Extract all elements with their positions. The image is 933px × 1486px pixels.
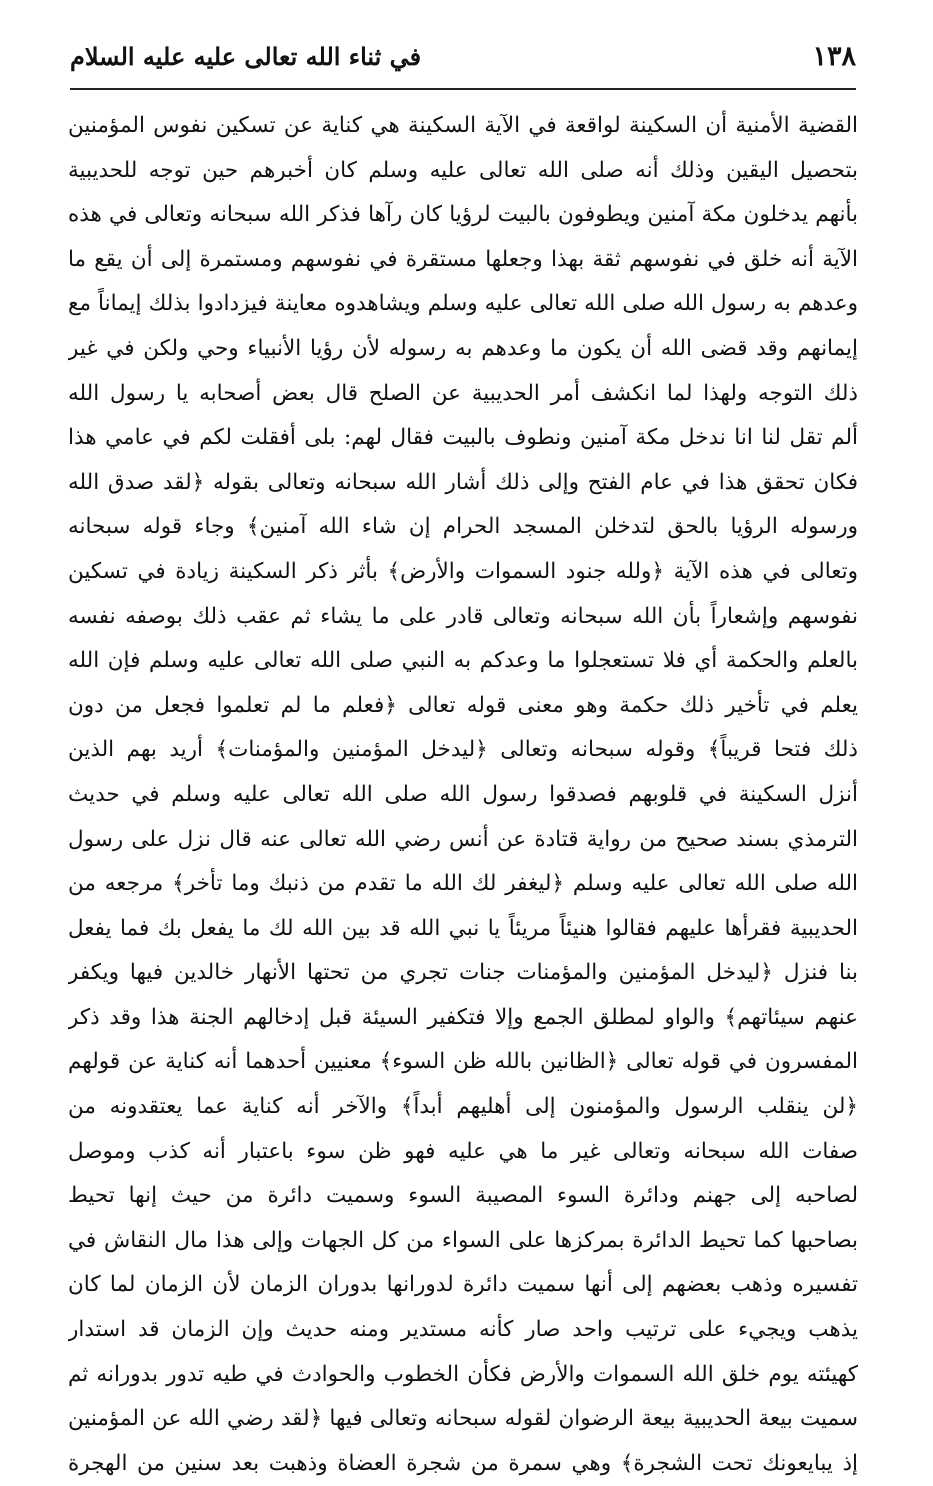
text-line: القضية الأمنية أن السكينة لواقعة في الآية السكينة هي كناية عن تسكين نفوس المؤمنين bbox=[68, 113, 858, 138]
text-line: ألم تقل لنا انا ندخل مكة آمنين ونطوف بالبيت فقال لهم: بلى أفقلت لكم في عامي هذا bbox=[68, 425, 858, 451]
text-line: فكان تحقق هذا في عام الفتح وإلى ذلك أشار الله سبحانه وتعالى بقوله ﴿لقد صدق الله bbox=[68, 469, 858, 495]
text-line: وعدهم به رسول الله صلى الله تعالى عليه وسلم ويشاهدوه معاينة فيزدادوا بذلك إيماناً مع bbox=[68, 291, 858, 317]
text-line: بتحصيل اليقين وذلك أنه صلى الله تعالى عليه وسلم كان أخبرهم حين توجه للحديبية bbox=[68, 157, 858, 183]
text-line: إذ يبايعونك تحت الشجرة﴾ وهي سمرة من شجرة العضاة وذهبت بعد سنين من الهجرة bbox=[68, 1450, 858, 1476]
text-line: المفسرون في قوله تعالى ﴿الظانين بالله ظن السوء﴾ معنيين أحدهما أنه كناية عن قولهم bbox=[68, 1049, 858, 1075]
text-line: ذلك التوجه ولهذا لما انكشف أمر الحديبية عن الصلح قال بعض أصحابه يا رسول الله bbox=[68, 380, 858, 406]
text-line: يعلم في تأخير ذلك حكمة وهو معنى قوله تعالى ﴿فعلم ما لم تعلموا فجعل من دون bbox=[68, 692, 858, 718]
page-number: ١٣٨ bbox=[812, 41, 856, 72]
text-line: لصاحبه إلى جهنم ودائرة السوء المصيبة السوء وسميت دائرة من حيث إنها تحيط bbox=[68, 1183, 858, 1209]
text-line: نفوسهم وإشعاراً بأن الله سبحانه وتعالى قادر على ما يشاء ثم عقب ذلك بوصفه نفسه bbox=[68, 603, 858, 629]
text-line: بصاحبها كما تحيط الدائرة بمركزها على السواء من كل الجهات وإلى هذا مال النقاش في bbox=[68, 1227, 858, 1253]
text-line: عنهم سيئاتهم﴾ والواو لمطلق الجمع وإلا فتكفير السيئة قبل إدخالهم الجنة هذا وقد ذكر bbox=[68, 1004, 858, 1030]
text-line: أنزل السكينة في قلوبهم فصدقوا رسول الله صلى الله تعالى عليه وسلم في حديث bbox=[68, 781, 858, 807]
text-line: ذلك فتحا قريباً﴾ وقوله سبحانه وتعالى ﴿ليدخل المؤمنين والمؤمنات﴾ أريد بهم الذين bbox=[68, 737, 858, 763]
text-line: الحديبية فقرأها عليهم فقالوا هنيئاً مريئاً يا نبي الله قد بين الله لك ما يفعل بك فما يفعل bbox=[68, 915, 858, 941]
text-line: سميت بيعة الحديبية بيعة الرضوان لقوله سبحانه وتعالى فيها ﴿لقد رضي الله عن المؤمنين bbox=[68, 1406, 858, 1432]
text-line: ورسوله الرؤيا بالحق لتدخلن المسجد الحرام إن شاء الله آمنين﴾ وجاء قوله سبحانه bbox=[68, 514, 858, 540]
text-line: صفات الله سبحانه وتعالى غير ما هي عليه فهو ظن سوء باعتبار أنه كذب وموصل bbox=[68, 1138, 858, 1164]
text-line: الله صلى الله تعالى عليه وسلم ﴿ليغفر لك الله ما تقدم من ذنبك وما تأخر﴾ مرجعه من bbox=[68, 871, 858, 897]
page-header bbox=[70, 36, 856, 86]
text-line: إيمانهم وقد قضى الله أن يكون ما وعدهم به رسوله لأن رؤيا الأنبياء وحي ولكن في غير bbox=[68, 335, 858, 361]
header-divider bbox=[70, 88, 856, 90]
text-line: تفسيره وذهب بعضهم إلى أنها سميت دائرة لدورانها بدوران الزمان لأن الزمان لما كان bbox=[68, 1272, 858, 1298]
text-line: كهيئته يوم خلق الله السموات والأرض فكأن الخطوب والحوادث في طيه تدور بدورانه ثم bbox=[68, 1361, 858, 1387]
text-line: بنا فنزل ﴿ليدخل المؤمنين والمؤمنات جنات تجري من تحتها الأنهار خالدين فيها ويكفر bbox=[68, 960, 858, 986]
running-title: في ثناء الله تعالى عليه عليه السلام bbox=[70, 42, 422, 71]
text-line: بالعلم والحكمة أي فلا تستعجلوا ما وعدكم به النبي صلى الله تعالى عليه وسلم فإن الله bbox=[68, 648, 858, 674]
text-line: الآية أنه خلق في نفوسهم ثقة بهذا وجعلها مستقرة في نفوسهم ومستمرة إلى أن يقع ما bbox=[68, 246, 858, 272]
text-line: ﴿لن ينقلب الرسول والمؤمنون إلى أهليهم أبداً﴾ والآخر أنه كناية عما يعتقدونه من bbox=[68, 1094, 858, 1120]
text-line: وتعالى في هذه الآية ﴿ولله جنود السموات والأرض﴾ بأثر ذكر السكينة زيادة في تسكين bbox=[68, 558, 858, 584]
body-text bbox=[68, 104, 858, 1486]
text-line: الترمذي بسند صحيح من رواية قتادة عن أنس رضي الله تعالى عنه قال نزل على رسول bbox=[68, 826, 858, 852]
text-line: يذهب ويجيء على ترتيب واحد صار كأنه مستدير ومنه حديث وإن الزمان قد استدار bbox=[68, 1317, 858, 1343]
text-line: بأنهم يدخلون مكة آمنين ويطوفون بالبيت لرؤيا كان رآها فذكر الله سبحانه وتعالى في هذه bbox=[68, 202, 858, 228]
